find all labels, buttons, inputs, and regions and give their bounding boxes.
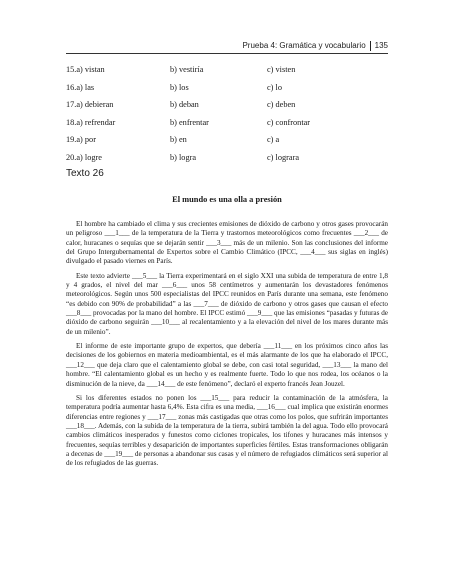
option-row — [66, 96, 388, 114]
option-b: b) logra — [170, 152, 197, 162]
answer-options — [66, 61, 388, 167]
option-a: 15.a) vistan — [66, 65, 105, 74]
option-row — [66, 114, 388, 132]
article-title: El mundo es una olla a presión — [172, 195, 282, 204]
option-c: c) visten — [267, 65, 296, 74]
option-row — [66, 61, 388, 79]
article-paragraph: Este texto advierte ___5___ la Tierra experimentará en el siglo XXI una subida de temperatura de entre 1,8 y 4 grados, el nivel del mar ___6___ unos 58 centímetros y aumentarán los devastadores fenómenos meteorológicos. Según unos 500 especialistas del IPCC reunidos en París durante una semana, este fenómeno “es debido con 90% de probabilidad” a las ___7___ de dióxido de carbono y otros gases que causan el efecto ___8___ provocadas por la mano del hombre. El IPCC estimó ___9___ que las emisiones “pasadas y futuras de dióxido de carbono seguirán ___10___ al recalentamiento y a la elevación del nivel de los mares durante más de un milenio”. — [66, 271, 388, 336]
option-b: b) enfrentar — [170, 117, 209, 127]
option-row — [66, 149, 388, 167]
option-row — [66, 131, 388, 149]
option-c: c) lograra — [267, 152, 300, 162]
article-paragraph: El hombre ha cambiado el clima y sus crecientes emisiones de dióxido de carbono y otros gases provocarán un peligroso ___1___ de la temperatura de la Tierra y trastornos meteorológicos como frecuentes ___2___ de calor, huracanes o sequías que se dejarán sentir ___3___ más de un milenio. Son las conclusiones del informe del Grupo Intergubernamental de Expertos sobre el Cambio Climático (IPCC, ___4___ sus siglas en inglés) divulgado el pasado viernes en París. — [66, 220, 388, 266]
page-header — [242, 41, 388, 51]
option-a: 19.a) por — [66, 135, 96, 145]
option-b: b) deban — [170, 100, 199, 110]
texto-label: Texto 26 — [66, 168, 104, 179]
option-a: 20.a) logre — [66, 152, 102, 162]
option-b: b) los — [170, 82, 189, 92]
option-a: 17.a) debieran — [66, 100, 114, 110]
header-separator — [370, 41, 371, 51]
article-paragraph: El informe de este importante grupo de expertos, que debería ___11___ en los próximos cinco años las decisiones de los gobiernos en materia medioambiental, es el más alarmante de los que ha elaborado el IPCC, ___12___ que deja claro que el calentamiento global se debe, con casi total seguridad, ___13___ la mano del hombre. “El calentamiento global es un hecho y es realmente fuerte. Todo lo que nos rodea, los océanos o la disminución de la nieve, da ___14___ de este fenómeno”, declaró el experto francés Jean Jouzel. — [66, 342, 388, 388]
option-row — [66, 79, 388, 97]
article-paragraph: Si los diferentes estados no ponen los ___15___ para reducir la contaminación de la atmósfera, la temperatura podría aumentar hasta 6,4%. Esta cifra es una media, ___16___ cual implica que existirán enormes diferencias entre regiones y ___17___ zonas más castigadas que otras como los polos, que sufrirán importantes ___18___. Además, con la subida de la temperatura de la tierra, subirá también la del agua. Todo ello provocará cambios climáticos inesperados y funestos como ciclones tropicales, los tifones y huracanes más intensos y frecuentes, sequías terribles y desaparición de importantes superficies fértiles. Estas transformaciones obligarán a decenas de ___19___ de personas a abandonar sus casas y el número de refugiados climáticos será superior al de los refugiados de las guerras. — [66, 393, 388, 468]
header-rule — [66, 53, 388, 54]
option-a: 16.a) las — [66, 82, 95, 92]
option-b: b) vestiría — [170, 65, 204, 74]
option-a: 18.a) refrendar — [66, 117, 116, 127]
page-number: 135 — [374, 41, 388, 51]
option-c: c) a — [267, 135, 280, 145]
header-section-title: Prueba 4: Gramática y vocabulario — [242, 41, 366, 51]
article-body — [66, 220, 388, 474]
option-c: c) lo — [267, 82, 282, 92]
option-c: c) confrontar — [267, 117, 311, 127]
option-b: b) en — [170, 135, 187, 145]
option-c: c) deben — [267, 100, 296, 110]
